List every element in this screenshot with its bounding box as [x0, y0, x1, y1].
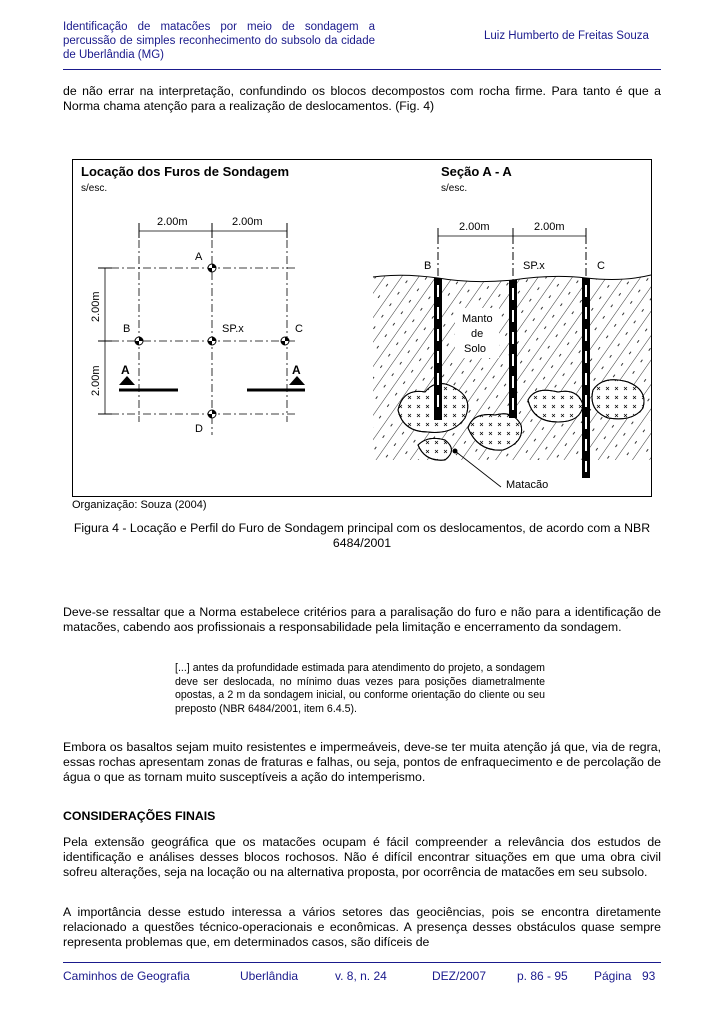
label-c: C — [295, 323, 303, 335]
borehole-b-icon — [135, 337, 143, 345]
dim-side-1: 2.00m — [90, 291, 102, 322]
dim-top-1: 2.00m — [157, 216, 188, 228]
label-a: A — [195, 251, 203, 263]
footer-page-label: Página — [594, 969, 632, 983]
borehole-c-icon — [281, 337, 289, 345]
section-label-spx: SP.x — [523, 260, 545, 272]
section-mark-left-icon — [119, 376, 178, 390]
figure-4 — [72, 159, 652, 497]
running-header-author: Luiz Humberto de Freitas Souza — [484, 30, 649, 42]
boulder-label: Matacão — [506, 479, 549, 491]
intro-paragraph: de não errar na interpretação, confundindo os blocos decompostos com rocha firme. Para tanto é que a Norma chama atenção para a realização de deslocamentos. (Fig. 4) — [63, 84, 661, 113]
soil-label-3: Solo — [464, 343, 487, 355]
borehole-d-icon — [208, 410, 216, 418]
section-heading: CONSIDERAÇÕES FINAIS — [63, 809, 216, 823]
figure-source: Organização: Souza (2004) — [72, 499, 207, 511]
dim-top-2: 2.00m — [232, 216, 263, 228]
running-header-title: Identificação de matacões por meio de sondagem a percussão de simples reconhecimento do subsolo da cidade de Uberlândia (MG) — [63, 21, 375, 61]
section-label-left: A — [121, 363, 130, 377]
footer-pages: p. 86 - 95 — [517, 969, 568, 983]
figure-caption: Figura 4 - Locação e Perfil do Furo de Sondagem principal com os deslocamentos, de acordo com a NBR 6484/2001 — [73, 521, 651, 550]
dim-side-2: 2.00m — [90, 365, 102, 396]
section-label-c: C — [597, 260, 605, 272]
paragraph-2: Embora os basaltos sejam muito resistentes e impermeáveis, deve-se ter muita atenção já que, via de regra, essas rochas apresentam zonas de fraturas e falhas, ou seja, pontos de enfraquecimento e de percolação de água o que as tornam muito susceptíveis a ação do intemperismo. — [63, 740, 661, 784]
paragraph-3: Pela extensão geográfica que os matacões ocupam é fácil compreender a relevância dos estudos de identificação e análises desses blocos rochosos. Não é difícil encontrar situações em que uma obra civil sofreu alterações, seja na locação ou na alternativa proposta, por ocorrência de matacões em seu subsolo. — [63, 835, 661, 879]
soil-label-1: Manto — [462, 313, 493, 325]
label-spx: SP.x — [222, 323, 244, 335]
left-title: Locação dos Furos de Sondagem — [81, 164, 290, 179]
footer-volume: v. 8, n. 24 — [335, 969, 387, 983]
section-label-right: A — [292, 363, 301, 377]
borehole-spx-icon — [208, 337, 216, 345]
paragraph-4: A importância desse estudo interessa a vários setores das geociências, pois se encontra diretamente relacionado a questões técnico-operacionais e econômicas. A presença desses obstáculos quase sempre representa problemas que, em determinados casos, são difíceis de — [63, 905, 661, 949]
label-b: B — [123, 323, 131, 335]
header-rule — [63, 69, 661, 70]
footer-city: Uberlândia — [240, 969, 299, 983]
section-mark-right-icon — [247, 376, 305, 390]
footer-date: DEZ/2007 — [432, 969, 487, 983]
paragraph-1: Deve-se ressaltar que a Norma estabelece critérios para a paralisação do furo e não para a identificação de matacões, cabendo aos profissionais a responsabilidade pela limitação e encerramento da sondagem. — [63, 605, 661, 634]
soil-label-2: de — [471, 328, 484, 340]
section-dim-1: 2.00m — [459, 221, 490, 233]
footer-rule — [63, 962, 661, 963]
borehole-a-icon — [208, 264, 216, 272]
right-title: Seção A - A — [441, 164, 512, 179]
figure-drawing — [73, 160, 651, 496]
section-dim-2: 2.00m — [534, 221, 565, 233]
footer-page-number: 93 — [642, 969, 656, 983]
right-scale: s/esc. — [441, 183, 468, 194]
block-quote: [...] antes da profundidade estimada para atendimento do projeto, a sondagem deve ser deslocada, no mínimo duas vezes para posições diametralmente opostas, a 2 m da sondagem inicial, ou conforme orientação do cliente ou seu preposto (NBR 6484/2001, item 6.4.5). — [175, 662, 545, 715]
left-scale: s/esc. — [81, 183, 108, 194]
section-label-b: B — [424, 260, 432, 272]
label-d: D — [195, 423, 203, 435]
footer-journal: Caminhos de Geografia — [63, 969, 190, 983]
